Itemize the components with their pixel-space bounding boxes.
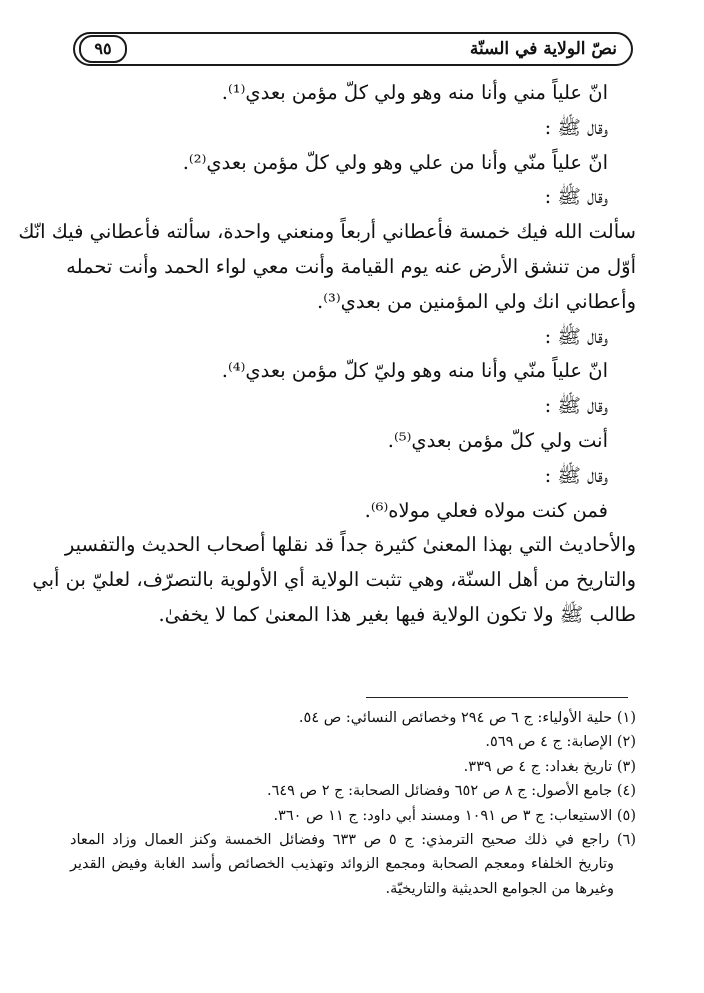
narration-intro: وقال ﷺ : <box>544 115 608 139</box>
running-header <box>73 32 633 66</box>
paragraph-line: والأحاديث التي بهذا المعنىٰ كثيرة جداً قد نقلها أصحاب الحديث والتفسير <box>64 533 636 557</box>
footnote: (١) حلية الأولياء: ج ٦ ص ٢٩٤ وخصائص النسائي: ص ٥٤. <box>298 710 636 726</box>
hadith-line: انّ علياً منّي وأنا منه وهو وليّ كلّ مؤمن بعدي⁽⁴⁾. <box>221 359 608 383</box>
narration-intro: وقال ﷺ : <box>544 185 608 209</box>
hadith-line: فمن كنت مولاه فعلي مولاه⁽⁶⁾. <box>364 498 608 522</box>
footnote-separator <box>366 697 628 698</box>
paragraph-line: والتاريخ من أهل السنّة، وهي تثبت الولاية أي الأولوية بالتصرّف، لعليّ بن أبي <box>32 568 636 592</box>
footnotes <box>70 706 636 901</box>
footnote-continuation: وغيرها من الجوامع الحديثية والتاريخيّة. <box>385 880 614 897</box>
narration-intro: وقال ﷺ : <box>544 394 608 418</box>
header-title: نصّ الولاية في السنّة <box>469 39 617 59</box>
hadith-line: انّ علياً مني وأنا منه وهو ولي كلّ مؤمن بعدي⁽¹⁾. <box>221 81 608 104</box>
hadith-line: انّ علياً منّي وأنا من علي وهو ولي كلّ مؤمن بعدي⁽²⁾. <box>182 150 608 174</box>
narration-intro: وقال ﷺ : <box>544 324 608 348</box>
hadith-line: وأعطاني انك ولي المؤمنين من بعدي⁽³⁾. <box>317 289 636 313</box>
hadith-line: أنت ولي كلّ مؤمن بعدي⁽⁵⁾. <box>387 428 608 452</box>
hadith-line: أوّل من تنشق الأرض عنه يوم القيامة وأنت معي لواء الحمد وأنت تحمله <box>66 254 636 278</box>
page-number: ٩٥ <box>79 35 127 63</box>
body-text <box>18 76 636 633</box>
hadith-line: سألت الله فيك خمسة فأعطاني أربعاً ومنعني واحدة، سألته فأعطاني فيك انّك <box>18 220 636 244</box>
footnote: (٣) تاريخ بغداد: ج ٤ ص ٣٣٩. <box>463 758 636 775</box>
footnote: (٢) الإصابة: ج ٤ ص ٥٦٩. <box>485 734 636 751</box>
footnote-continuation: وتاريخ الخلفاء ومعجم الصحابة ومجمع الزوائد وتهذيب الخصائص وأسد الغابة وفيض القدير <box>70 856 614 873</box>
footnote: (٦) راجع في ذلك صحيح الترمذي: ج ٥ ص ٦٣٣ وفضائل الخمسة وكنز العمال وزاد المعاد <box>70 831 637 848</box>
paragraph-line: طالب ﷺ ولا تكون الولاية فيها بغير هذا المعنىٰ كما لا يخفىٰ. <box>158 602 636 626</box>
narration-intro: وقال ﷺ : <box>544 463 608 487</box>
footnote: (٥) الاستيعاب: ج ٣ ص ١٠٩١ ومسند أبي داود: ج ١١ ص ٣٦٠. <box>273 807 636 824</box>
footnote: (٤) جامع الأصول: ج ٨ ص ٦٥٢ وفضائل الصحابة: ج ٢ ص ٦٤٩. <box>267 783 636 800</box>
